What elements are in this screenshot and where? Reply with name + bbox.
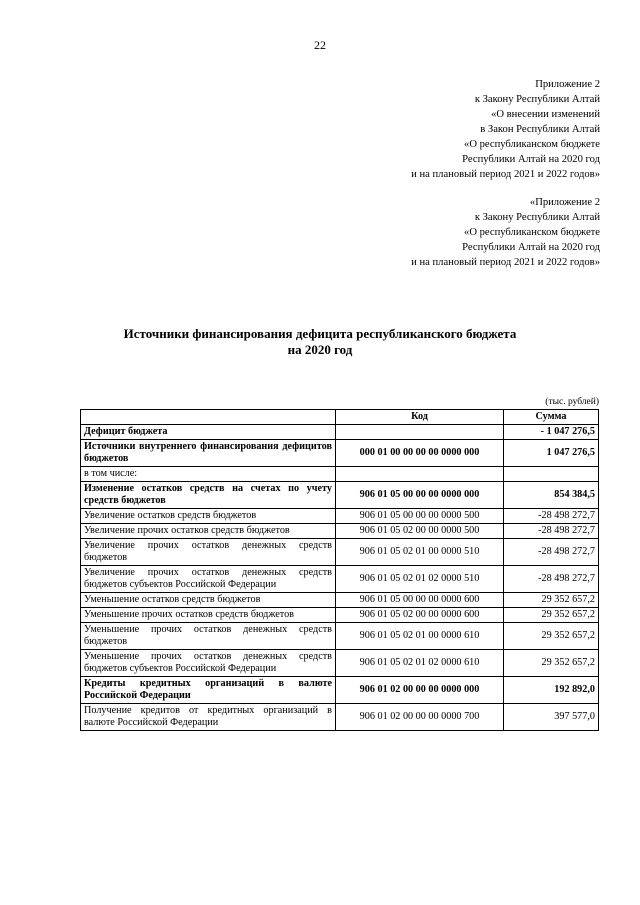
row-sum-cell: 29 352 657,2: [504, 593, 599, 608]
appendix-header-line: «О республиканском бюджете: [464, 139, 600, 150]
table-header-row: [81, 410, 599, 425]
appendix-header-line: Приложение 2: [535, 79, 600, 90]
appendix-quote-line: «О республиканском бюджете: [464, 227, 600, 238]
row-sum-cell: 29 352 657,2: [504, 650, 599, 677]
row-name-cell: Изменение остатков средств на счетах по учету средств бюджетов: [81, 482, 336, 509]
row-sum-cell: -28 498 272,7: [504, 509, 599, 524]
row-code-cell: [336, 425, 504, 440]
document-title-line-2: на 2020 год: [287, 342, 353, 357]
table-row: [81, 704, 599, 731]
appendix-quote-line: Республики Алтай на 2020 год: [462, 242, 600, 253]
row-name-cell: в том числе:: [81, 467, 336, 482]
row-name-cell: Источники внутреннего финансирования дефицитов бюджетов: [81, 440, 336, 467]
row-code-cell: 906 01 05 02 01 02 0000 610: [336, 650, 504, 677]
row-code-cell: 906 01 05 00 00 00 0000 000: [336, 482, 504, 509]
row-name-cell: Уменьшение прочих остатков денежных средств бюджетов субъектов Российской Федерации: [81, 650, 336, 677]
appendix-header-line: «О внесении изменений: [491, 109, 600, 120]
appendix-header-line: Республики Алтай на 2020 год: [462, 154, 600, 165]
row-sum-cell: 29 352 657,2: [504, 608, 599, 623]
column-header-sum: Сумма: [504, 410, 599, 425]
row-sum-cell: 1 047 276,5: [504, 440, 599, 467]
page-number: 22: [314, 38, 326, 52]
row-sum-cell: -28 498 272,7: [504, 566, 599, 593]
row-sum-cell: -28 498 272,7: [504, 524, 599, 539]
table-row: [81, 482, 599, 509]
appendix-quote: [300, 195, 600, 270]
table-row: [81, 677, 599, 704]
row-code-cell: [336, 467, 504, 482]
row-code-cell: 906 01 05 02 00 00 0000 600: [336, 608, 504, 623]
document-title-line-1: Источники финансирования дефицита республиканского бюджета: [123, 326, 517, 341]
table-row: [81, 593, 599, 608]
table-row: [81, 425, 599, 440]
row-name-cell: Уменьшение прочих остатков средств бюджетов: [81, 608, 336, 623]
row-code-cell: 906 01 02 00 00 00 0000 000: [336, 677, 504, 704]
row-sum-cell: 854 384,5: [504, 482, 599, 509]
table-row: [81, 623, 599, 650]
appendix-header-line: и на плановый период 2021 и 2022 годов»: [411, 169, 600, 180]
row-name-cell: Увеличение прочих остатков средств бюджетов: [81, 524, 336, 539]
table-row: [81, 524, 599, 539]
row-sum-cell: 29 352 657,2: [504, 623, 599, 650]
table-row: [81, 539, 599, 566]
column-header-code: Код: [336, 410, 504, 425]
appendix-header-line: в Закон Республики Алтай: [480, 124, 600, 135]
row-code-cell: 906 01 02 00 00 00 0000 700: [336, 704, 504, 731]
table-row: [81, 509, 599, 524]
row-name-cell: Увеличение прочих остатков денежных средств бюджетов: [81, 539, 336, 566]
row-sum-cell: 397 577,0: [504, 704, 599, 731]
table-row: [81, 566, 599, 593]
row-sum-cell: 192 892,0: [504, 677, 599, 704]
row-code-cell: 906 01 05 02 01 02 0000 510: [336, 566, 504, 593]
row-code-cell: 906 01 05 00 00 00 0000 500: [336, 509, 504, 524]
row-code-cell: 906 01 05 02 01 00 0000 610: [336, 623, 504, 650]
table-row: [81, 467, 599, 482]
row-code-cell: 906 01 05 02 00 00 0000 500: [336, 524, 504, 539]
appendix-header-line: к Закону Республики Алтай: [474, 94, 600, 105]
row-name-cell: Уменьшение прочих остатков денежных средств бюджетов: [81, 623, 336, 650]
row-sum-cell: - 1 047 276,5: [504, 425, 599, 440]
row-sum-cell: -28 498 272,7: [504, 539, 599, 566]
table-body: [81, 425, 599, 731]
appendix-quote-line: и на плановый период 2021 и 2022 годов»: [411, 257, 600, 268]
table-row: [81, 608, 599, 623]
column-header-name: [81, 410, 336, 425]
document-title: [40, 326, 600, 358]
row-code-cell: 000 01 00 00 00 00 0000 000: [336, 440, 504, 467]
table-row: [81, 650, 599, 677]
row-code-cell: 906 01 05 02 01 00 0000 510: [336, 539, 504, 566]
appendix-quote-line: к Закону Республики Алтай: [474, 212, 600, 223]
row-name-cell: Получение кредитов от кредитных организаций в валюте Российской Федерации: [81, 704, 336, 731]
table-row: [81, 440, 599, 467]
appendix-quote-line: «Приложение 2: [529, 197, 600, 208]
row-name-cell: Уменьшение остатков средств бюджетов: [81, 593, 336, 608]
financing-sources-table: [80, 409, 599, 731]
row-code-cell: 906 01 05 00 00 00 0000 600: [336, 593, 504, 608]
row-name-cell: Увеличение прочих остатков денежных средств бюджетов субъектов Российской Федерации: [81, 566, 336, 593]
row-name-cell: Кредиты кредитных организаций в валюте Российской Федерации: [81, 677, 336, 704]
row-name-cell: Увеличение остатков средств бюджетов: [81, 509, 336, 524]
unit-note: (тыс. рублей): [545, 397, 599, 407]
row-sum-cell: [504, 467, 599, 482]
row-name-cell: Дефицит бюджета: [81, 425, 336, 440]
appendix-header: [300, 77, 600, 182]
